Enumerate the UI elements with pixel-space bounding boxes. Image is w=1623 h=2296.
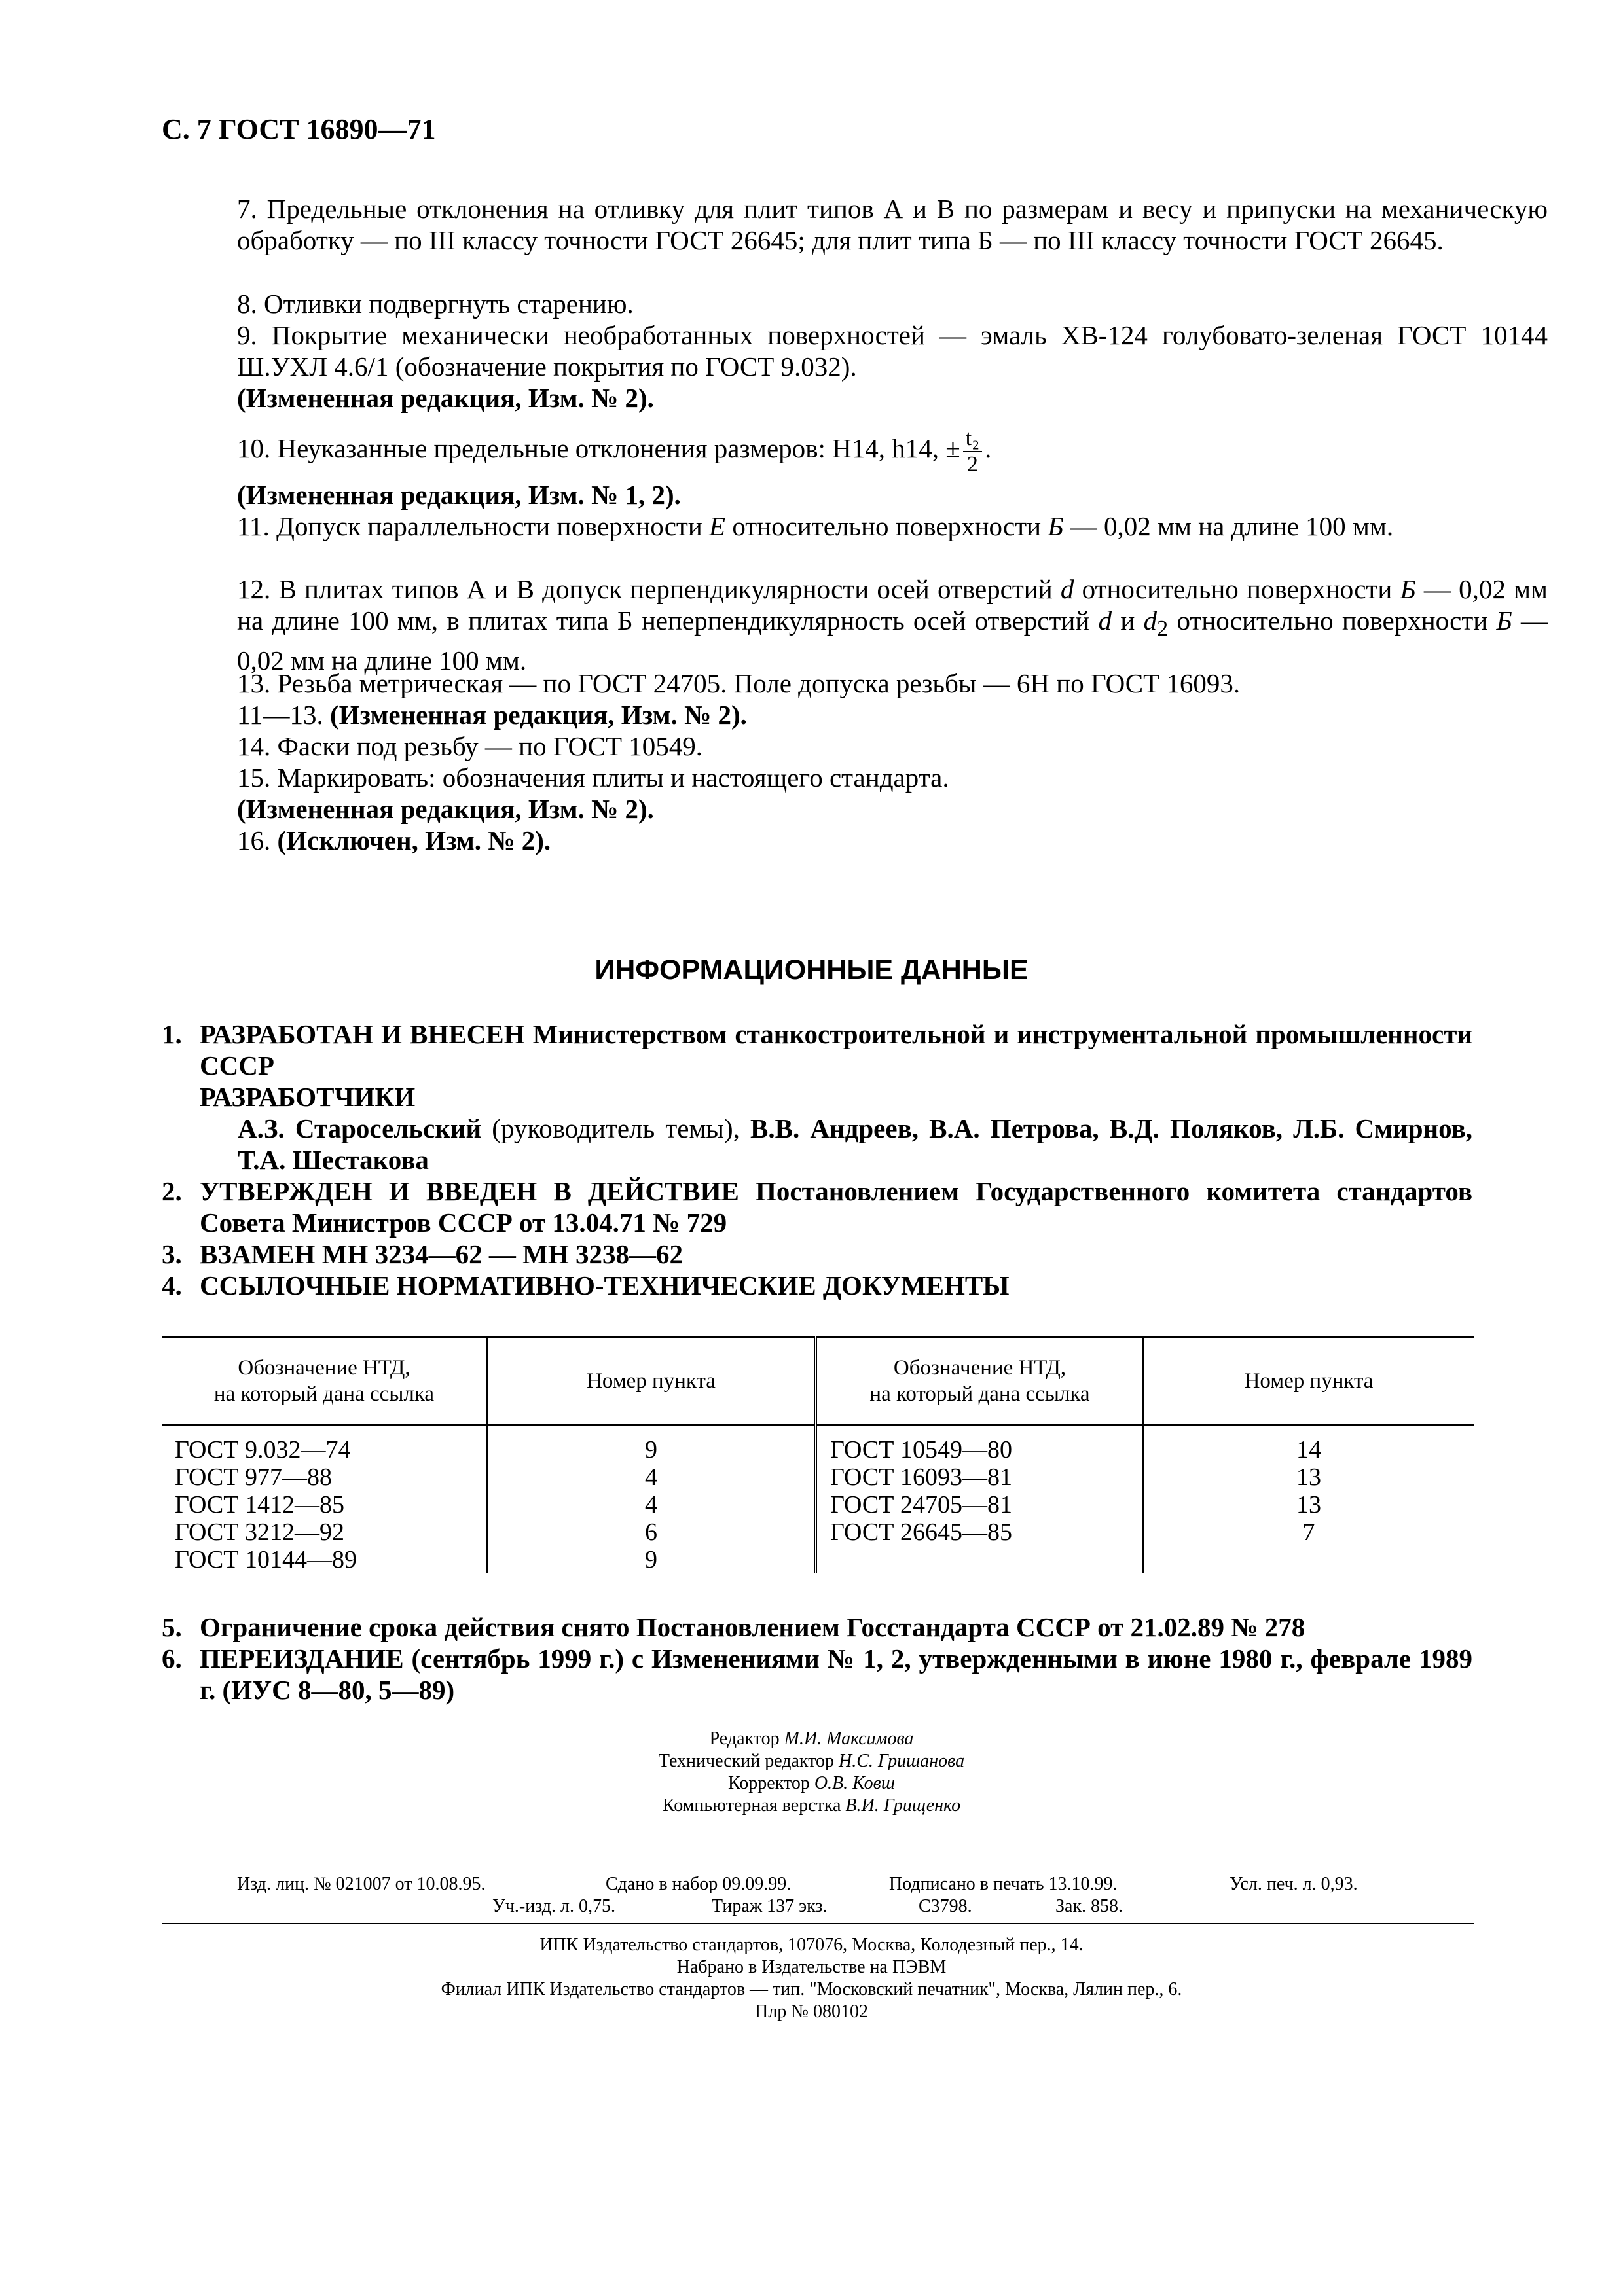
pub-tirazh: Тираж 137 экз. [712,1896,828,1916]
table-row [162,1425,1474,1574]
pub-uch: Уч.-изд. л. 0,75. [492,1896,615,1916]
info-item-2 [162,1175,1472,1238]
left-num: 9 [645,1436,657,1463]
p1113-num: 11—13. [237,700,323,730]
right-num: 13 [1296,1491,1321,1518]
p12-f: — 0,02 мм на длине 100 мм. [237,605,1548,676]
p12-bb2: Б [1496,605,1512,636]
right-num: 14 [1296,1436,1321,1463]
header-num-left: Номер пункта [487,1338,816,1425]
fraction [963,427,982,476]
table-header-row [162,1338,1474,1425]
developers-label: РАЗРАБОТЧИКИ [200,1082,416,1112]
paragraph-13: 13. Резьба метрическая — по ГОСТ 24705. Поле допуска резьбы — 6Н по ГОСТ 16093. [237,668,1241,698]
paragraph-10-change: (Измененная редакция, Изм. № 1, 2). [237,480,681,510]
fraction-denominator: 2 [966,452,978,476]
info-1-text: РАЗРАБОТАН И ВНЕСЕН Министерством станкостроительной и инструментальной промышленности СССР [200,1019,1472,1081]
editor-label: Редактор [709,1729,780,1749]
tech-editor-name: Н.С. Гришанова [839,1751,965,1771]
p12-d2b: d [1143,605,1158,636]
paragraph-9: 9. Покрытие механически необработанных поверхностей — эмаль ХВ-124 голубовато-зеленая ГОСТ 10144 Ш.УХЛ 4.6/1 (обозначение покрытия по ГОСТ 9.032). [237,320,1548,382]
info-3-text: ВЗАМЕН МН 3234—62 — МН 3238—62 [200,1239,683,1269]
header-doc-left [162,1338,487,1425]
corrector-line [0,1772,1623,1795]
header-doc-left-2: на который дана ссылка [213,1382,435,1406]
info-2-text: УТВЕРЖДЕН И ВВЕДЕН В ДЕЙСТВИЕ Постановлением Государственного комитета стандартов Совета Министров СССР от 13.04.71 № 729 [200,1176,1472,1238]
left-doc: ГОСТ 977—88 [175,1463,332,1491]
developer-role: (руководитель темы), [492,1113,740,1143]
p12-c: — 0,02 мм на длине 100 мм, в плитах типа Б неперпендикулярность осей отверстий [237,574,1548,636]
right-doc: ГОСТ 10549—80 [830,1436,1012,1463]
tech-editor-label: Технический редактор [658,1751,835,1771]
paragraph-12 [162,573,1548,676]
info-4-num: 4. [162,1270,182,1300]
right-num: 13 [1296,1463,1321,1491]
p16-num: 16. [237,825,271,855]
p12-d2: d [1098,605,1112,636]
info-item-6 [162,1643,1472,1706]
p16-change: (Исключен, Изм. № 2). [277,825,551,855]
paragraph-15: 15. Маркировать: обозначения плиты и настоящего стандарта. [237,762,949,793]
p11-c: — 0,02 мм на длине 100 мм. [1063,511,1394,541]
info-item-1 [162,1018,1472,1175]
info-2-num: 2. [162,1176,182,1206]
developer-lead: А.З. Старосельский [238,1113,482,1143]
paragraph-8: 8. Отливки подвергнуть старению. [237,289,634,319]
reference-table [162,1336,1474,1573]
info-6-text: ПЕРЕИЗДАНИЕ (сентябрь 1999 г.) с Изменениями № 1, 2, утвержденными в июне 1980 г., феврале 1989 г. (ИУС 8—80, 5—89) [200,1643,1472,1705]
p11-b: относительно поверхности [725,511,1048,541]
p12-bb: Б [1400,574,1416,604]
info-title: ИНФОРМАЦИОННЫЕ ДАННЫЕ [594,954,1029,986]
info-1-num: 1. [162,1019,182,1049]
pub-usl: Усл. печ. л. 0,93. [1230,1874,1358,1894]
right-doc: ГОСТ 26645—85 [830,1518,1012,1546]
left-num: 4 [645,1491,657,1518]
paragraph-10-end: . [985,433,992,463]
p11-a: 11. Допуск параллельности поверхности [237,511,710,541]
info-item-4 [162,1270,1472,1301]
info-item-3 [162,1238,1472,1270]
p12-a: 12. В плитах типов А и В допуск перпендикулярности осей отверстий [237,574,1061,604]
pub-c: С3798. [919,1896,972,1916]
left-num: 6 [645,1518,657,1546]
paragraph-9-change: (Измененная редакция, Изм. № 2). [237,383,654,413]
divider [162,1923,1474,1924]
header-doc-left-1: Обозначение НТД, [238,1356,410,1380]
right-num: 7 [1302,1518,1315,1546]
editor-line [0,1728,1623,1750]
left-doc: ГОСТ 10144—89 [175,1546,357,1573]
developer-rest: В.В. Андреев, В.А. Петрова, В.Д. Поляков, Л.Б. Смирнов, Т.А. Шестакова [238,1113,1472,1175]
paragraph-7: 7. Предельные отклонения на отливку для плит типов А и В по размерам и весу и припуски на механическую обработку — по III классу точности ГОСТ 26645; для плит типа Б — по III классу точности ГОСТ 26645. [237,194,1548,255]
right-docs-cell [816,1425,1143,1574]
pub-sent: Сдано в набор 09.09.99. [606,1874,792,1894]
corrector-label: Корректор [728,1773,810,1793]
p11-e: Е [709,511,726,541]
header-num-right: Номер пункта [1143,1338,1474,1425]
p12-d: d [1060,574,1074,604]
left-nums-cell [487,1425,816,1574]
left-docs-cell [162,1425,487,1574]
paragraph-10-text: 10. Неуказанные предельные отклонения размеров: H14, h14, ± [237,433,960,463]
info-5-num: 5. [162,1612,182,1642]
publisher-nabrano: Набрано в Издательстве на ПЭВМ [676,1957,947,1977]
right-doc: ГОСТ 16093—81 [830,1463,1012,1491]
right-doc: ГОСТ 24705—81 [830,1491,1012,1518]
info-4-text: ССЫЛОЧНЫЕ НОРМАТИВНО-ТЕХНИЧЕСКИЕ ДОКУМЕНТЫ [200,1270,1010,1300]
header-doc-right-2: на который дана ссылка [869,1382,1090,1406]
fraction-numerator: t₂ [963,427,982,452]
p11-bb: Б [1048,511,1064,541]
tech-editor-line [0,1750,1623,1772]
pub-license: Изд. лиц. № 021007 от 10.08.95. [237,1874,486,1894]
paragraph-11-13 [162,699,1548,730]
paragraph-11 [162,511,1548,542]
paragraph-15-change: (Измененная редакция, Изм. № 2). [237,794,654,824]
right-nums-cell [1143,1425,1474,1574]
paragraph-10 [162,422,1548,476]
p12-sub: 2 [1157,617,1169,641]
layout-name: В.И. Грищенко [845,1795,961,1816]
paragraph-16 [162,825,1548,856]
info-6-num: 6. [162,1643,182,1674]
p12-and: и [1112,605,1144,636]
imprint-publisher [0,1934,1623,2023]
p12-b: относительно поверхности [1074,574,1400,604]
left-num: 9 [645,1546,657,1573]
p1113-change: (Измененная редакция, Изм. № 2). [329,700,747,730]
left-num: 4 [645,1463,657,1491]
pub-zak: Зак. 858. [1055,1896,1123,1916]
page-header: С. 7 ГОСТ 16890—71 [162,113,436,145]
pub-signed: Подписано в печать 13.10.99. [889,1874,1118,1894]
left-doc: ГОСТ 3212—92 [175,1518,344,1546]
info-3-num: 3. [162,1239,182,1269]
left-doc: ГОСТ 1412—85 [175,1491,344,1518]
editor-name: М.И. Максимова [784,1729,914,1749]
layout-label: Компьютерная верстка [662,1795,841,1816]
corrector-name: О.В. Ковш [814,1773,895,1793]
publisher-ipk: ИПК Издательство стандартов, 107076, Москва, Колодезный пер., 14. [539,1935,1084,1955]
publisher-plr: Плр № 080102 [755,2001,868,2022]
layout-line [0,1795,1623,1817]
developers-list [200,1113,1472,1175]
p12-e: относительно поверхности [1168,605,1497,636]
publisher-filial: Филиал ИПК Издательство стандартов — тип. "Московский печатник", Москва, Лялин пер., 6. [441,1979,1182,2000]
info-item-5 [162,1611,1472,1643]
header-doc-right [816,1338,1143,1425]
paragraph-14: 14. Фаски под резьбу — по ГОСТ 10549. [237,731,703,761]
left-doc: ГОСТ 9.032—74 [175,1436,351,1463]
imprint-editors [0,1728,1623,1817]
info-5-text: Ограничение срока действия снято Постановлением Госстандарта СССР от 21.02.89 № 278 [200,1612,1305,1642]
header-doc-right-1: Обозначение НТД, [893,1356,1067,1380]
